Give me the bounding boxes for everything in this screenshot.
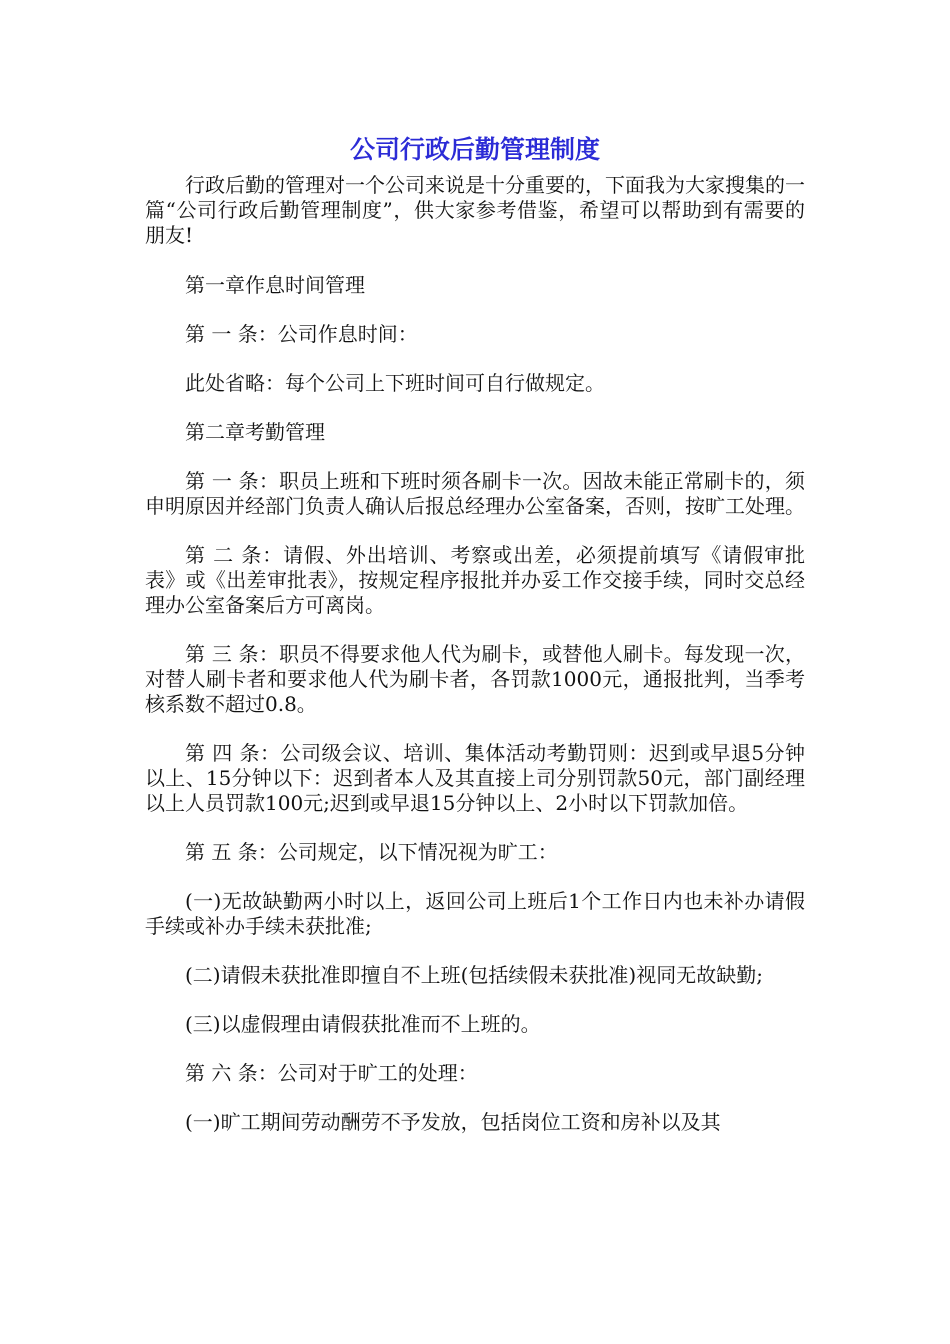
article-paragraph: 第 五 条：公司规定，以下情况视为旷工： [185, 840, 558, 864]
article-paragraph: 第 一 条：职员上班和下班时须各刷卡一次。因故未能正常刷卡的，须申明原因并经部门负责人确认后报总经理办公室备案，否则，按旷工处理。 [145, 469, 805, 518]
list-item: (一)无故缺勤两小时以上，返回公司上班后1个工作日内也未补办请假手续或补办手续未获批准; [145, 889, 805, 938]
intro-paragraph: 行政后勤的管理对一个公司来说是十分重要的，下面我为大家搜集的一篇“公司行政后勤管理制度”，供大家参考借鉴，希望可以帮助到有需要的朋友! [145, 173, 805, 247]
article-paragraph: 第 一 条：公司作息时间： [185, 322, 418, 346]
document-title: 公司行政后勤管理制度 [349, 135, 600, 164]
article-paragraph: 第 三 条：职员不得要求他人代为刷卡，或替他人刷卡。每发现一次，对替人刷卡者和要求他人代为刷卡者，各罚款1000元，通报批判，当季考核系数不超过0.8。 [145, 642, 805, 716]
list-item: (三)以虚假理由请假获批准而不上班的。 [185, 1012, 541, 1036]
chapter-heading: 第一章作息时间管理 [185, 273, 365, 297]
article-paragraph: 第 六 条：公司对于旷工的处理： [185, 1061, 478, 1085]
document-body [145, 173, 805, 1159]
list-item: (二)请假未获批准即擅自不上班(包括续假未获批准)视同无故缺勤; [185, 963, 763, 987]
body-paragraph: 此处省略：每个公司上下班时间可自行做规定。 [185, 371, 605, 395]
article-paragraph: 第 四 条：公司级会议、培训、集体活动考勤罚则：迟到或早退5分钟以上、15分钟以下：迟到者本人及其直接上司分别罚款50元，部门副经理以上人员罚款100元;迟到或早退15分钟以上、2小时以下罚款加倍。 [145, 741, 805, 815]
list-item: (一)旷工期间劳动酬劳不予发放，包括岗位工资和房补以及其 [185, 1110, 721, 1134]
chapter-heading: 第二章考勤管理 [185, 420, 325, 444]
article-paragraph: 第 二 条：请假、外出培训、考察或出差，必须提前填写《请假审批表》或《出差审批表》，按规定程序报批并办妥工作交接手续，同时交总经理办公室备案后方可离岗。 [145, 543, 805, 617]
